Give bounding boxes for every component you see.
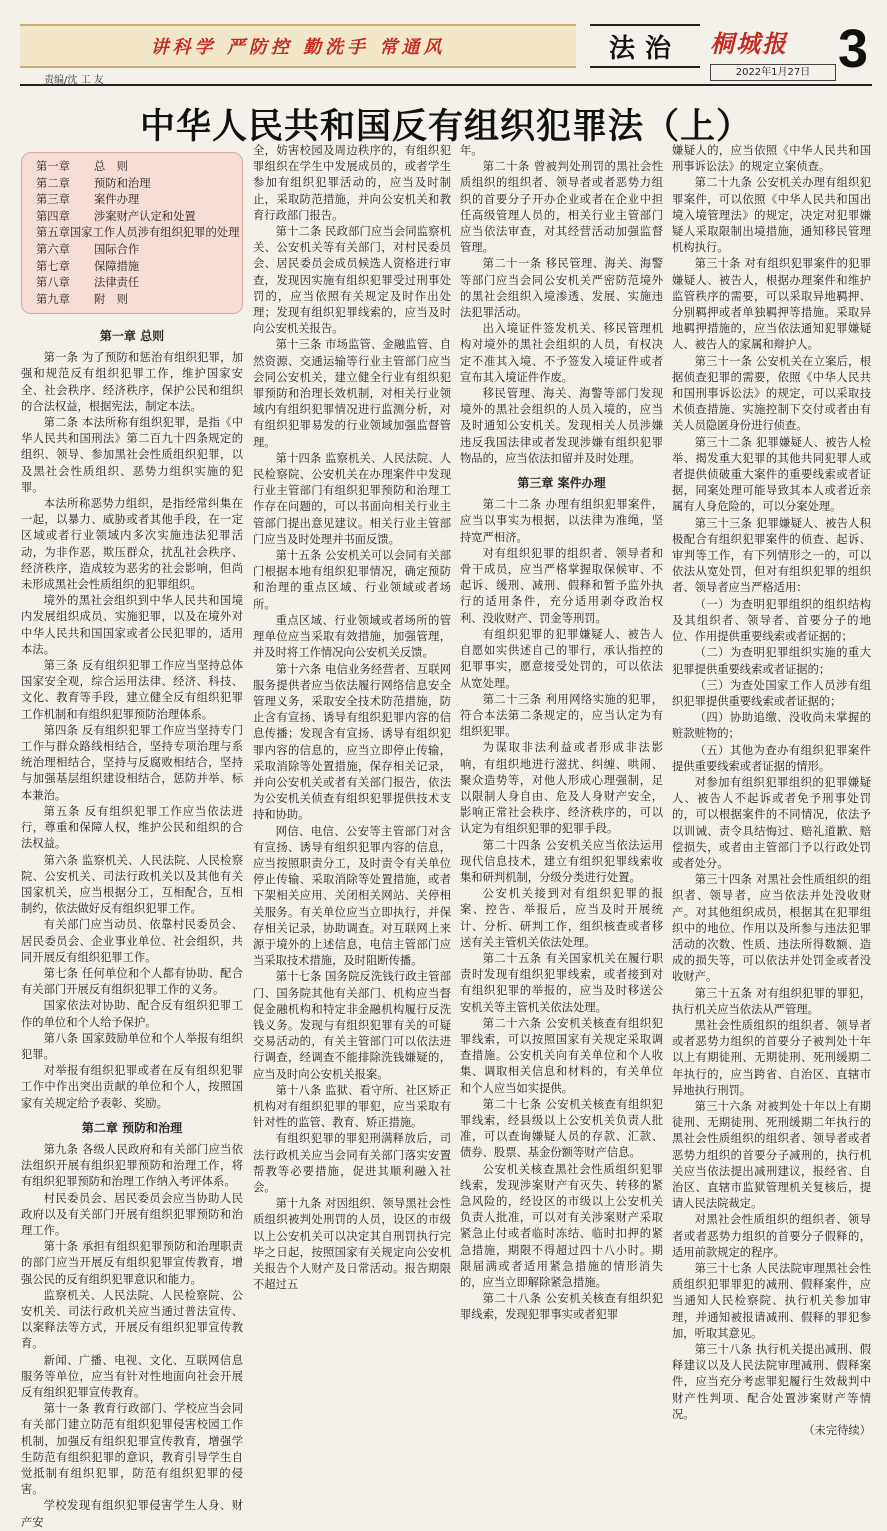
article-paragraph: 第二十一条 移民管理、海关、海警等部门应当会同公安机关严密防范境外的黑社会组织入境渗透、发展、实施违法犯罪活动。 bbox=[460, 257, 663, 320]
text-column-2 bbox=[253, 143, 451, 1313]
article-paragraph: 监察机关、人民法院、人民检察院、公安机关、司法行政机关应当通过普法宣传、以案释法等方式，开展反有组织犯罪宣传教育。 bbox=[21, 1288, 243, 1351]
article-paragraph: 村民委员会、居民委员会应当协助人民政府以及有关部门开展有组织犯罪预防和治理工作。 bbox=[21, 1191, 243, 1237]
newspaper-logo: 桐城报 bbox=[710, 29, 788, 58]
article-paragraph: 第十二条 民政部门应当会同监察机关、公安机关等有关部门，对村民委员会、居民委员会成员候选人资格进行审查，发现因实施有组织犯罪受过刑事处罚的，应当依照有关规定及时作出处理；发现有组织犯罪线索的，应当及时向公安机关报告。 bbox=[253, 225, 451, 336]
article-paragraph: 第十一条 教育行政部门、学校应当会同有关部门建立防范有组织犯罪侵害校园工作机制，加强反有组织犯罪宣传教育，增强学生防范有组织犯罪的意识，教育引导学生自觉抵制有组织犯罪，防范有组织犯罪的侵害。 bbox=[21, 1402, 243, 1497]
article-paragraph: 本法所称恶势力组织，是指经常纠集在一起，以暴力、威胁或者其他手段，在一定区域或者行业领域内多次实施违法犯罪活动，为非作恶，欺压群众，扰乱社会秩序、经济秩序，造成较为恶劣的社会影响，但尚未形成黑社会性质组织的犯罪组织。 bbox=[21, 497, 243, 592]
article-paragraph: 对有组织犯罪的组织者、领导者和骨干成员，应当严格掌握取保候审、不起诉、缓刑、减刑、假释和暂予监外执行的适用条件，充分适用剥夺政治权利、没收财产、罚金等刑罚。 bbox=[460, 546, 663, 625]
toc-item bbox=[36, 242, 236, 259]
article-paragraph: 第九条 各级人民政府和有关部门应当依法组织开展有组织犯罪预防和治理工作，将有组织犯罪预防和治理工作纳入考评体系。 bbox=[21, 1142, 243, 1189]
header-rule bbox=[20, 84, 872, 86]
article-paragraph: 重点区域、行业领域或者场所的管理单位应当采取有效措施，加强管理，并及时将工作情况向公安机关反馈。 bbox=[253, 613, 451, 660]
text-column-3 bbox=[460, 143, 663, 1322]
toc-chapter-number: 第八章 bbox=[36, 276, 70, 290]
article-paragraph: （二）为查明犯罪组织实施的重大犯罪提供重要线索或者证据的； bbox=[672, 646, 871, 676]
article-paragraph: 全，妨害校园及周边秩序的，有组织犯罪组织在学生中发展成员的，或者学生参加有组织犯罪活动的，应当及时制止，采取防范措施，并向公安机关和教育行政部门报告。 bbox=[253, 144, 451, 222]
toc-item bbox=[36, 159, 236, 176]
article-paragraph: 公安机关核查黑社会性质组织犯罪线索，发现涉案财产有灭失、转移的紧急风险的，经设区的市级以上公安机关负责人批准，可以对有关涉案财产采取紧急止付或者临时冻结、临时扣押的紧急措施，期限不得超过四十八小时。期限届满或者适用紧急措施的情形消失的，应当立即解除紧急措施。 bbox=[460, 1162, 663, 1290]
section-name: 法治 bbox=[608, 33, 681, 64]
toc-chapter-number: 第二章 bbox=[36, 176, 70, 190]
toc-chapter-title: 法律责任 bbox=[94, 276, 140, 290]
article-paragraph: 第三十条 对有组织犯罪案件的犯罪嫌疑人、被告人，根据办理案件和维护监管秩序的需要，可以采取异地羁押、分别羁押或者单独羁押等措施。采取异地羁押措施的，应当依法通知犯罪嫌疑人、被告人的家属和辩护人。 bbox=[672, 257, 871, 352]
article-paragraph: 第三十三条 犯罪嫌疑人、被告人积极配合有组织犯罪案件的侦查、起诉、审判等工作，有下列情形之一的，可以依法从宽处罚，但对有组织犯罪的组织者、领导者应当严格适用： bbox=[672, 516, 871, 595]
article-paragraph: 公安机关接到对有组织犯罪的报案、控告、举报后，应当及时开展统计、分析、研判工作，组织核查或者移送有关主管机关依法处理。 bbox=[460, 887, 663, 949]
article-paragraph: 第二十三条 利用网络实施的犯罪，符合本法第二条规定的，应当认定为有组织犯罪。 bbox=[460, 692, 663, 739]
issue-date: 2022年1月27日 bbox=[710, 64, 836, 81]
article-paragraph: 嫌疑人的，应当依照《中华人民共和国刑事诉讼法》的规定立案侦查。 bbox=[672, 144, 871, 174]
article-paragraph: （四）协助追缴、没收尚未掌握的赃款赃物的； bbox=[672, 711, 871, 741]
toc-chapter-title: 总 则 bbox=[94, 160, 128, 173]
article-paragraph: 有组织犯罪的犯罪嫌疑人、被告人自愿如实供述自己的罪行，承认指控的犯罪事实，愿意接受处罚的，可以依法从宽处理。 bbox=[460, 627, 663, 690]
article-paragraph: 移民管理、海关、海警等部门发现境外的黑社会组织的人员入境的，应当及时通知公安机关。发现相关人员涉嫌违反我国法律或者发现涉嫌有组织犯罪物品的，应当依法扣留并及时处理。 bbox=[460, 387, 663, 465]
article-paragraph: 第三十二条 犯罪嫌疑人、被告人检举、揭发重大犯罪的其他共同犯罪人或者提供侦破重大案件的重要线索或者证据，同案处理可能导致其本人或者近亲属有人身危险的，可以分案处理。 bbox=[672, 435, 871, 514]
chapter-heading: 第二章 预防和治理 bbox=[81, 1120, 183, 1135]
article-paragraph: 第一条 为了预防和惩治有组织犯罪，加强和规范反有组织犯罪工作，维护国家安全、社会秩序、经济秩序，保护公民和组织的合法权益，根据宪法，制定本法。 bbox=[21, 351, 243, 413]
slogan-text: 讲科学 严防控 勤洗手 常通风 bbox=[150, 37, 446, 58]
article-paragraph: 第四条 反有组织犯罪工作应当坚持专门工作与群众路线相结合，坚持专项治理与系统治理相结合，坚持与反腐败相结合，坚持与加强基层组织建设相结合，惩防并举、标本兼治。 bbox=[21, 723, 243, 802]
article-paragraph: 对黑社会性质组织的组织者、领导者或者恶势力组织的首要分子假释的，适用前款规定的程序。 bbox=[672, 1213, 871, 1259]
article-paragraph: 第三十五条 对有组织犯罪的罪犯，执行机关应当依法从严管理。 bbox=[672, 986, 871, 1016]
article-paragraph: （三）为查处国家工作人员涉有组织犯罪提供重要线索或者证据的； bbox=[672, 678, 871, 708]
article-paragraph: 国家依法对协助、配合反有组织犯罪工作的单位和个人给予保护。 bbox=[21, 999, 243, 1029]
toc-item bbox=[36, 259, 236, 276]
article-paragraph: 网信、电信、公安等主管部门对含有宣扬、诱导有组织犯罪内容的信息，应当按照职责分工，及时责令有关单位停止传输、采取消除等处置措施，或者下架相关应用、关闭相关网站、关停相关服务。有关单位应当立即执行，并保存相关记录，协助调查。对互联网上来源于境外的上述信息，电信主管部门应当采取技术措施，及时阻断传播。 bbox=[253, 824, 451, 968]
article-paragraph: 第三十一条 公安机关在立案后，根据侦查犯罪的需要，依照《中华人民共和国刑事诉讼法》的规定，可以采取技术侦查措施、实施控制下交付或者由有关人员隐匿身份进行侦查。 bbox=[672, 354, 871, 433]
toc-item bbox=[36, 192, 236, 209]
toc-item bbox=[36, 209, 236, 226]
article-paragraph: 第五条 反有组织犯罪工作应当依法进行，尊重和保障人权，维护公民和组织的合法权益。 bbox=[21, 804, 243, 851]
toc-chapter-title: 案件办理 bbox=[94, 193, 140, 207]
toc-chapter-number: 第五章 bbox=[36, 226, 70, 240]
article-paragraph: （一）为查明犯罪组织的组织结构及其组织者、领导者、首要分子的地位、作用提供重要线索或者证据的； bbox=[672, 597, 871, 644]
article-paragraph: 第二十九条 公安机关办理有组织犯罪案件，可以依照《中华人民共和国出境入境管理法》的规定，决定对犯罪嫌疑人采取限制出境措施，通知移民管理机构执行。 bbox=[672, 176, 871, 255]
section-label-box bbox=[590, 24, 700, 68]
masthead bbox=[20, 19, 872, 79]
article-paragraph: 有关部门应当动员、依靠村民委员会、居民委员会、企业事业单位、社会组织，共同开展反有组织犯罪工作。 bbox=[21, 918, 243, 964]
chapter-heading: 第三章 案件办理 bbox=[517, 476, 606, 491]
article-paragraph: 第十条 承担有组织犯罪预防和治理职责的部门应当开展反有组织犯罪宣传教育，增强公民的反有组织犯罪意识和能力。 bbox=[21, 1240, 243, 1286]
article-paragraph: 第六条 监察机关、人民法院、人民检察院、公安机关、司法行政机关以及其他有关国家机关，应当根据分工，互相配合，互相制约，依法做好反有组织犯罪工作。 bbox=[21, 853, 243, 916]
toc-chapter-number: 第六章 bbox=[36, 242, 70, 256]
to-be-continued: （未完待续） bbox=[803, 1424, 871, 1438]
editor-credit: 责编/沈 工 友 bbox=[44, 75, 104, 86]
toc-item bbox=[36, 275, 236, 292]
article-paragraph: 第八条 国家鼓励单位和个人举报有组织犯罪。 bbox=[21, 1031, 243, 1061]
text-column-1 bbox=[21, 320, 243, 1529]
article-paragraph: 第十九条 对因组织、领导黑社会性质组织被判处刑罚的人员，设区的市级以上公安机关可以决定其自刑罚执行完毕之日起，按照国家有关规定向公安机关报告个人财产及日常活动。报告期限不超过五 bbox=[253, 1197, 451, 1292]
article-paragraph: 第三十七条 人民法院审理黑社会性质组织犯罪罪犯的减刑、假释案件，应当通知人民检察院、执行机关参加审理，并通知被报请减刑、假释的罪犯参加，听取其意见。 bbox=[672, 1262, 871, 1340]
article-paragraph: 第二十条 曾被判处刑罚的黑社会性质组织的组织者、领导者或者恶势力组织的首要分子开办企业或者在企业中担任高级管理人员的，相关行业主管部门应当依法审查，对其经营活动加强监督管理。 bbox=[460, 160, 663, 255]
article-paragraph: （五）其他为查办有组织犯罪案件提供重要线索或者证据的情形。 bbox=[672, 743, 871, 773]
article-paragraph: 第二十二条 办理有组织犯罪案件，应当以事实为根据，以法律为准绳，坚持宽严相济。 bbox=[460, 498, 663, 544]
article-paragraph: 第三十四条 对黑社会性质组织的组织者、领导者，应当依法并处没收财产。对其他组织成员，根据其在犯罪组织中的地位、作用以及所参与违法犯罪活动的次数、性质、违法所得数额、造成的损失等，可以依法并处罚金或者没收财产。 bbox=[672, 873, 871, 984]
article-paragraph: 第三十八条 执行机关提出减刑、假释建议以及人民法院审理减刑、假释案件，应当充分考虑罪犯履行生效裁判中财产性判项、配合处置涉案财产等情况。 bbox=[672, 1343, 871, 1421]
article-paragraph: 第十八条 监狱、看守所、社区矫正机构对有组织犯罪的罪犯，应当采取有针对性的监管、教育、矫正措施。 bbox=[253, 1083, 451, 1130]
article-paragraph: 第三条 反有组织犯罪工作应当坚持总体国家安全观，综合运用法律、经济、科技、文化、教育等手段，建立健全反有组织犯罪工作机制和有组织犯罪预防治理体系。 bbox=[21, 659, 243, 721]
toc-chapter-title: 保障措施 bbox=[94, 259, 140, 273]
article-paragraph: 第二十七条 公安机关核查有组织犯罪线索，经县级以上公安机关负责人批准，可以查询嫌疑人员的存款、汇款、债券、股票、基金份额等财产信息。 bbox=[460, 1097, 663, 1160]
toc-chapter-title: 预防和治理 bbox=[94, 176, 151, 190]
article-paragraph: 有组织犯罪的罪犯刑满释放后，司法行政机关应当会同有关部门落实安置帮教等必要措施，促进其顺利融入社会。 bbox=[253, 1132, 451, 1194]
page-number: 3 bbox=[838, 19, 869, 79]
article-paragraph: 第十七条 国务院反洗钱行政主管部门、国务院其他有关部门、机构应当督促金融机构和特定非金融机构履行反洗钱义务。发现与有组织犯罪有关的可疑交易活动的，有关主管部门可以依法进行调查，经调查不能排除洗钱嫌疑的，应当及时向公安机关报案。 bbox=[253, 970, 451, 1081]
toc-chapter-title: 国际合作 bbox=[94, 242, 140, 256]
article-paragraph: 第二十八条 公安机关核查有组织犯罪线索，发现犯罪事实或者犯罪 bbox=[460, 1292, 663, 1322]
text-column-4 bbox=[672, 143, 871, 1438]
article-paragraph: 年。 bbox=[460, 144, 483, 157]
toc-chapter-number: 第三章 bbox=[36, 193, 70, 207]
table-of-contents bbox=[21, 152, 243, 314]
article-paragraph: 第七条 任何单位和个人都有协助、配合有关部门开展反有组织犯罪工作的义务。 bbox=[21, 966, 243, 997]
toc-chapter-number: 第一章 bbox=[36, 160, 70, 173]
article-paragraph: 第二条 本法所称有组织犯罪，是指《中华人民共和国刑法》第二百九十四条规定的组织、领导、参加黑社会性质组织犯罪，以及黑社会性质组织、恶势力组织实施的犯罪。 bbox=[21, 416, 243, 494]
chapter-heading: 第一章 总则 bbox=[99, 329, 165, 343]
article-paragraph: 对举报有组织犯罪或者在反有组织犯罪工作中作出突出贡献的单位和个人，按照国家有关规定给予表彰、奖励。 bbox=[21, 1064, 243, 1110]
toc-chapter-number: 第九章 bbox=[36, 292, 70, 306]
toc-chapter-title: 涉案财产认定和处置 bbox=[94, 209, 196, 223]
toc-chapter-number: 第七章 bbox=[36, 259, 70, 273]
toc-item bbox=[36, 225, 240, 242]
article-paragraph: 新闻、广播、电视、文化、互联网信息服务等单位，应当有针对性地面向社会开展反有组织犯罪宣传教育。 bbox=[21, 1353, 243, 1399]
toc-chapter-number: 第四章 bbox=[36, 209, 70, 223]
article-paragraph: 第二十六条 公安机关核查有组织犯罪线索，可以按照国家有关规定采取调查措施。公安机关向有关单位和个人收集、调取相关信息和材料的，有关单位和个人应当如实提供。 bbox=[460, 1016, 663, 1095]
article-paragraph: 为谋取非法利益或者形成非法影响，有组织地进行滋扰、纠缠、哄闹、聚众造势等，对他人形成心理强制，足以限制人身自由、危及人身财产安全，影响正常社会秩序、经济秩序的，可以认定为有组织犯罪的犯罪手段。 bbox=[460, 741, 663, 836]
page-headline: 中华人民共和国反有组织犯罪法（上） bbox=[139, 106, 752, 147]
article-paragraph: 出入境证件签发机关、移民管理机构对境外的黑社会组织的人员，有权决定不准其入境、不予签发入境证件或者宣布其入境证件作废。 bbox=[460, 322, 663, 384]
article-paragraph: 第二十四条 公安机关应当依法运用现代信息技术，建立有组织犯罪线索收集和研判机制，分级分类进行处置。 bbox=[460, 838, 663, 884]
toc-item bbox=[36, 292, 236, 309]
toc-item bbox=[36, 176, 236, 193]
article-paragraph: 第十五条 公安机关可以会同有关部门根据本地有组织犯罪情况，确定预防和治理的重点区域、行业领域或者场所。 bbox=[253, 549, 451, 611]
article-paragraph: 第十三条 市场监管、金融监管、自然资源、交通运输等行业主管部门应当会同公安机关，建立健全行业有组织犯罪预防和治理长效机制，对相关行业领域内有组织犯罪情况进行监测分析，对有组织犯罪易发的行业领域加强监督管理。 bbox=[253, 338, 451, 449]
article-paragraph: 学校发现有组织犯罪侵害学生人身、财产安 bbox=[21, 1499, 243, 1529]
article-paragraph: 第十四条 监察机关、人民法院、人民检察院、公安机关在办理案件中发现行业主管部门有组织犯罪预防和治理工作存在问题的，可以书面向相关行业主管部门提出意见建议。相关行业主管部门应当及时处理并书面反馈。 bbox=[253, 451, 451, 546]
article-paragraph: 第三十六条 对被判处十年以上有期徒刑、无期徒刑、死刑缓期二年执行的黑社会性质组织的组织者、领导者或者恶势力组织的首要分子减刑的，执行机关应当依法提出减刑建议，报经省、自治区、直辖市监狱管理机关复核后，提请人民法院裁定。 bbox=[672, 1099, 871, 1211]
toc-chapter-title: 附 则 bbox=[94, 292, 128, 306]
article-paragraph: 境外的黑社会组织到中华人民共和国境内发展组织成员、实施犯罪，以及在境外对中华人民共和国国家或者公民犯罪的，适用本法。 bbox=[21, 594, 243, 656]
slogan-banner bbox=[20, 24, 576, 68]
article-paragraph: 第二十五条 有关国家机关在履行职责时发现有组织犯罪线索，或者接到对有组织犯罪的举报的，应当及时移送公安机关等主管机关依法处理。 bbox=[460, 951, 663, 1014]
toc-chapter-title: 国家工作人员涉有组织犯罪的处理 bbox=[69, 226, 240, 240]
article-paragraph: 第十六条 电信业务经营者、互联网服务提供者应当依法履行网络信息安全管理义务，采取安全技术防范措施，防止含有宣扬、诱导有组织犯罪内容的信息传播；发现含有宣扬、诱导有组织犯罪内容的信息的，应当立即停止传输，采取消除等处置措施，保存相关记录，并向公安机关或者有关部门报告，依法为公安机关侦查有组织犯罪提供技术支持和协助。 bbox=[253, 662, 451, 822]
article-paragraph: 黑社会性质组织的组织者、领导者或者恶势力组织的首要分子被判处十年以上有期徒刑、无期徒刑、死刑缓期二年执行的，应当跨省、自治区、直辖市异地执行刑罚。 bbox=[672, 1018, 871, 1097]
article-paragraph: 对参加有组织犯罪组织的犯罪嫌疑人、被告人不起诉或者免予刑事处罚的，可以根据案件的不同情况，依法予以训诫、责令具结悔过、赔礼道歉、赔偿损失，或者由主管部门予以行政处罚或者处分。 bbox=[672, 775, 871, 870]
